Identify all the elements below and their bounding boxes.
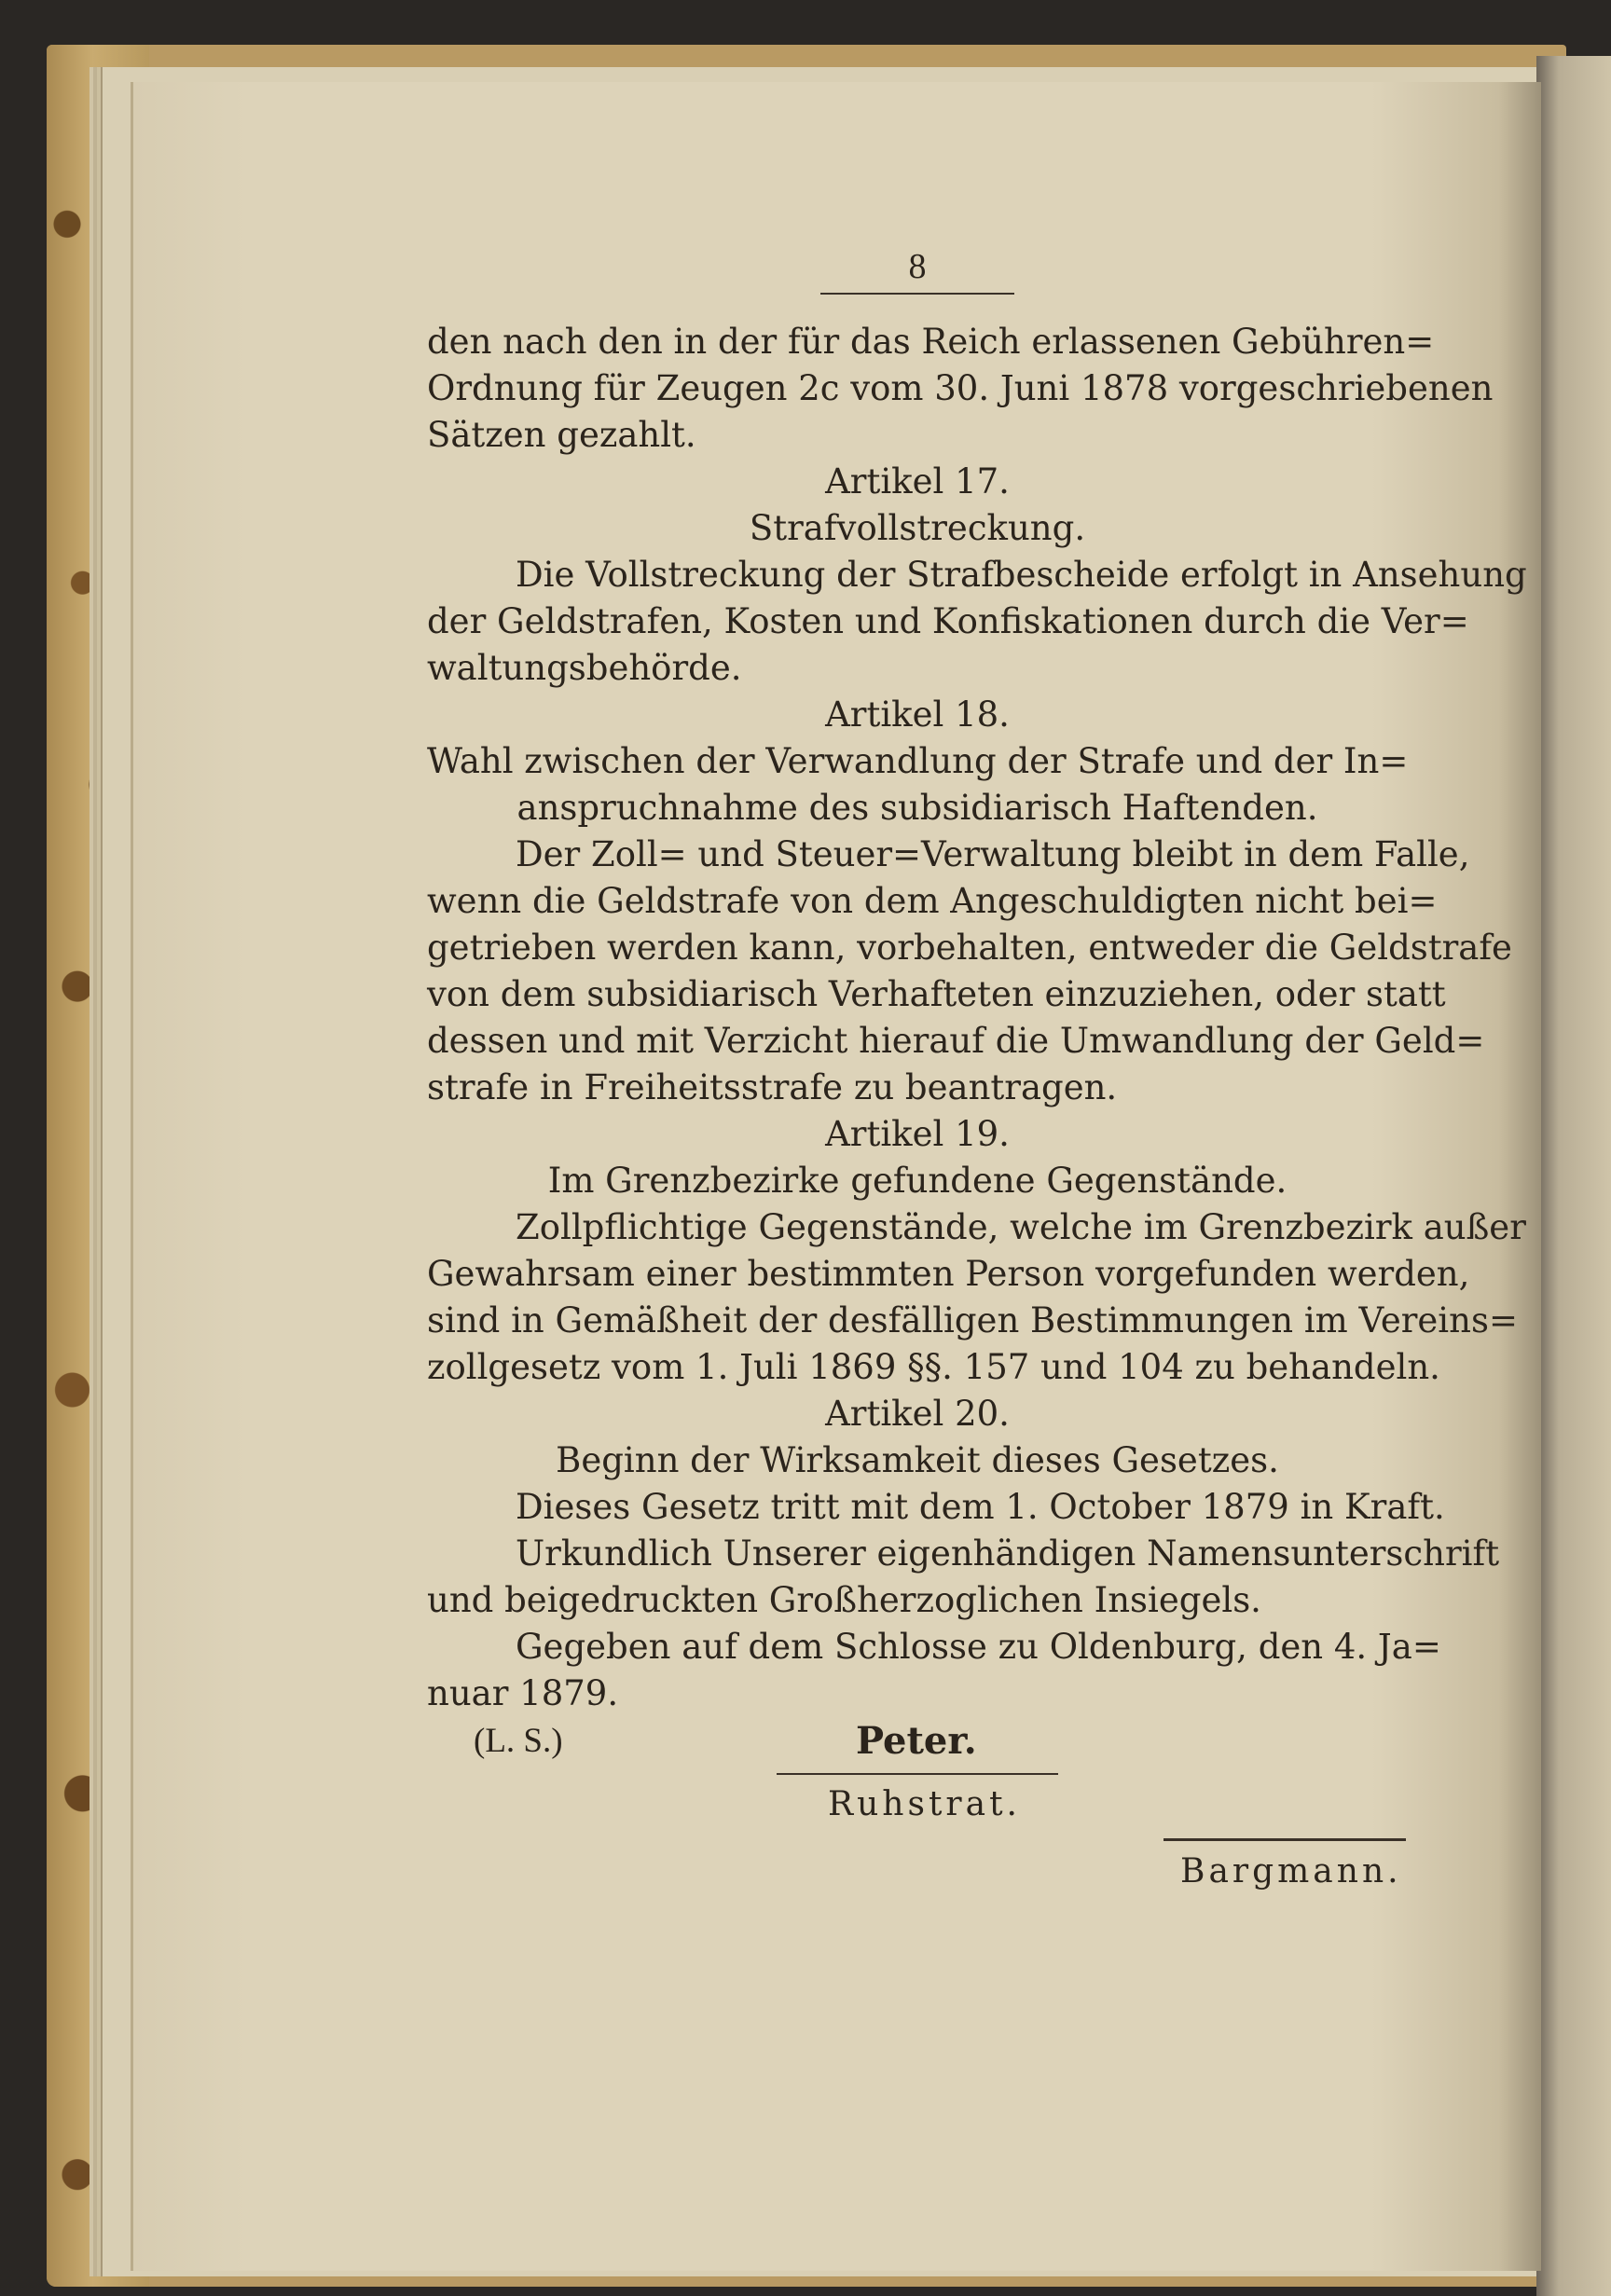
heading-line: anspruchnahme des subsidiarisch Haftenden. <box>516 788 1318 828</box>
text-line: Urkundlich Unserer eigenhändigen Namensunterschrift <box>516 1533 1500 1574</box>
text-line: Wahl zwischen der Verwandlung der Strafe und der In= <box>427 741 1409 781</box>
text-line: Dieses Gesetz tritt mit dem 1. October 1879 in Kraft. <box>516 1487 1445 1527</box>
page-content <box>427 244 1527 1959</box>
text-line: von dem subsidiarisch Verhafteten einzuziehen, oder statt <box>427 974 1446 1014</box>
text-line: Gewahrsam einer bestimmten Person vorgefunden werden, <box>427 1254 1470 1294</box>
heading-line: Im Grenzbezirke gefundene Gegenstände. <box>547 1161 1287 1201</box>
text-line: strafe in Freiheitsstrafe zu beantragen. <box>427 1067 1118 1107</box>
signature-block <box>427 1717 1408 1959</box>
text-line: Die Vollstreckung der Strafbescheide erfolgt in Ansehung <box>516 555 1527 595</box>
text-line: Zollpflichtige Gegenstände, welche im Grenzbezirk außer <box>516 1207 1526 1247</box>
page-number: 8 <box>908 247 927 286</box>
text-line: Gegeben auf dem Schlosse zu Oldenburg, den 4. Ja= <box>516 1627 1441 1667</box>
text-line: und beigedruckten Großherzoglichen Insiegels. <box>427 1580 1261 1620</box>
text-line: dessen und mit Verzicht hierauf die Umwandlung der Geld= <box>427 1021 1485 1061</box>
facing-page-edge <box>1536 56 1611 2296</box>
heading-line: Artikel 19. <box>825 1114 1010 1154</box>
text-line: der Geldstrafen, Kosten und Konfiskationen durch die Ver= <box>427 601 1469 641</box>
text-line: den nach den in der für das Reich erlassenen Gebühren= <box>427 322 1435 362</box>
text-line: getrieben werden kann, vorbehalten, entweder die Geldstrafe <box>427 928 1512 968</box>
heading-line: Artikel 20. <box>825 1394 1010 1434</box>
minister-signature-bargmann: Bargmann. <box>1180 1852 1402 1890</box>
text-line: nuar 1879. <box>427 1673 619 1713</box>
text-line: zollgesetz vom 1. Juli 1869 §§. 157 und 104 zu behandeln. <box>427 1347 1440 1387</box>
law-text-body <box>427 319 1527 1717</box>
heading-line: Beginn der Wirksamkeit dieses Gesetzes. <box>556 1440 1279 1480</box>
heading-line: Strafvollstreckung. <box>749 508 1086 548</box>
heading-line: Artikel 17. <box>825 461 1010 502</box>
signature-rule <box>777 1773 1058 1775</box>
page-number-rule <box>820 293 1014 295</box>
text-line: Sätzen gezahlt. <box>427 415 696 455</box>
signature-rule <box>1164 1838 1406 1841</box>
text-line: Ordnung für Zeugen 2c vom 30. Juni 1878 vorgeschriebenen <box>427 368 1494 408</box>
text-line: Der Zoll= und Steuer=Verwaltung bleibt in dem Falle, <box>516 834 1470 874</box>
heading-line: Artikel 18. <box>825 694 1010 735</box>
text-line: wenn die Geldstrafe von dem Angeschuldigten nicht bei= <box>427 881 1438 921</box>
seal-mark: (L. S.) <box>474 1722 563 1760</box>
text-line: sind in Gemäßheit der desfälligen Bestimmungen im Vereins= <box>427 1300 1518 1340</box>
sovereign-signature: Peter. <box>856 1719 977 1763</box>
text-line: waltungsbehörde. <box>427 648 742 688</box>
minister-signature-ruhstrat: Ruhstrat. <box>828 1785 1021 1823</box>
